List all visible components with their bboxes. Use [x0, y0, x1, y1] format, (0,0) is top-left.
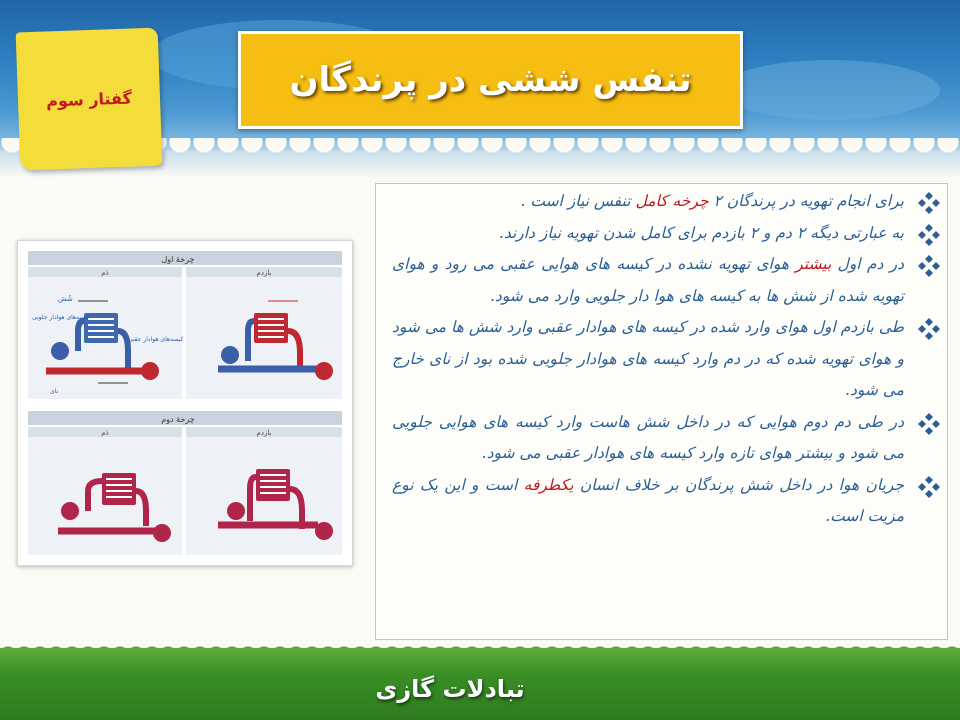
bullet-item [384, 249, 944, 312]
diamond-bullet-icon [918, 318, 940, 340]
bullet-item [384, 407, 944, 470]
content-panel [375, 183, 948, 640]
title-box [238, 31, 743, 129]
diamond-bullet-icon [918, 255, 940, 277]
bullet-text: طی بازدم اول هوای وارد شده در کیسه های هوادار عقبی وارد شش ها می شود و هوای تهویه شده که در دم وارد کیسه های هوادار جلویی شده بود از نای خارج می شود. [392, 318, 904, 399]
chapter-label: گفتار سوم [45, 88, 133, 111]
cycle-one-inhale-label: دَم [101, 269, 109, 277]
page-title: تنفس ششی در پرندگان [289, 60, 692, 100]
diamond-bullet-icon [918, 476, 940, 498]
diamond-bullet-icon [918, 224, 940, 246]
air-flow-diagram [17, 240, 353, 566]
cycle-one-exhale-label: بازدم [256, 269, 272, 277]
bullet-item [384, 218, 944, 250]
cycle-two-inhale-label: دَم [101, 429, 109, 437]
chapter-sticky-note [16, 28, 163, 171]
bullet-text: هوای تهویه نشده در کیسه های هوایی عقبی می رود و هوای تهویه شده از شش ها به کیسه های هوا دار جلویی وارد می شود. [392, 255, 904, 305]
lung-label: شُش [58, 295, 73, 303]
rear-sacs-label: کیسه‌های هوادار عقبی [128, 336, 184, 343]
bullet-text: است و این یک نوع مزیت است. [392, 475, 904, 525]
footer-title: تبادلات گازی [375, 675, 525, 703]
bullet-item [384, 312, 944, 407]
highlighted-text: چرخه کامل [635, 192, 709, 210]
cycle-one-label: چرخهٔ اول [161, 255, 195, 264]
bullet-item [384, 470, 944, 533]
bullet-text: در دم اول [831, 255, 904, 273]
bullet-item [384, 186, 944, 218]
cycle-two-label: چرخهٔ دوم [161, 415, 195, 424]
diamond-bullet-icon [918, 413, 940, 435]
cloud-decoration [720, 60, 940, 120]
trachea-label: نای [50, 388, 59, 395]
highlighted-text: بیشتر [795, 255, 832, 273]
bullet-text: جریان هوا در داخل شش پرندگان بر خلاف انسان [573, 475, 905, 494]
bullet-text: به عبارتی دیگه ۲ دم و ۲ بازدم برای کامل شدن تهویه نیاز دارند. [498, 223, 904, 242]
highlighted-text: یکطرفه [523, 475, 574, 494]
bullet-list [384, 186, 944, 533]
cycle-two-exhale-label: بازدم [256, 429, 272, 437]
diamond-bullet-icon [918, 192, 940, 214]
bullet-text: برای انجام تهویه در پرندگان ۲ [708, 192, 904, 210]
bullet-text: تنفس نیاز است . [520, 192, 636, 210]
air-flow-diagram-svg [18, 241, 352, 565]
bullet-text: در طی دم دوم هوایی که در داخل شش هاست وارد کیسه های هوایی جلویی می شود و بیشتر هوای تازه وارد کیسه های هوادار عقبی می شود. [392, 412, 904, 462]
front-sacs-label: کیسه‌های هوادار جلویی [32, 314, 90, 321]
